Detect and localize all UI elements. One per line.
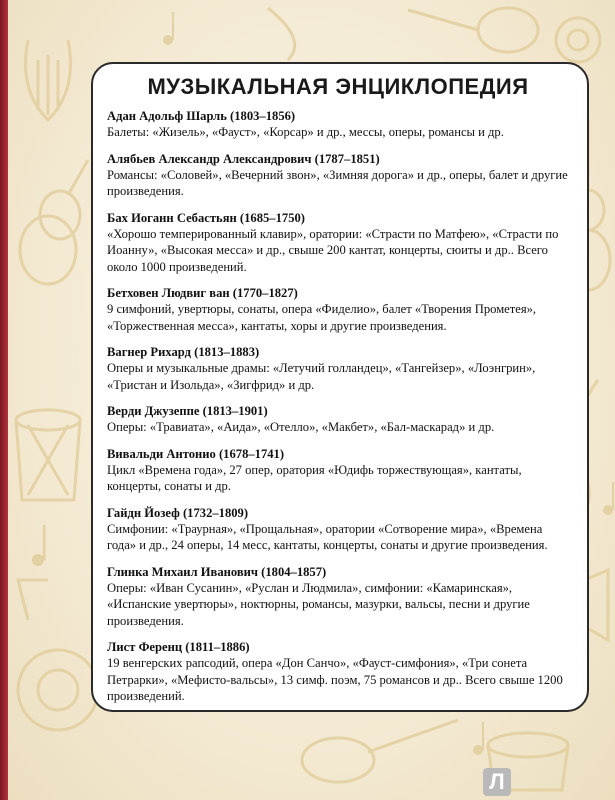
music-note-icon [473, 722, 484, 755]
entry-item [107, 564, 569, 630]
entry-item [107, 639, 569, 705]
music-note-icon [32, 525, 46, 566]
entry-list [107, 108, 569, 705]
entry-heading: Вивальди Антонио (1678–1741) [107, 446, 285, 461]
entry-text: «Хорошо темперированный клавир», оратории: «Страсти по Матфею», «Страсти по Иоанну», «Высокая месса» и др., свыше 200 кантат, концерты, сюиты и др.. Всего около 1000 произведений. [107, 226, 559, 274]
horn-icon [556, 18, 600, 62]
entry-text: Романсы: «Соловей», «Вечерний звон», «Зимняя дорога» и др., оперы, балет и другие произведения. [107, 167, 568, 198]
entry-item [107, 344, 569, 393]
entry-text: Балеты: «Жизель», «Фауст», «Корсар» и др., мессы, оперы, романсы и др. [107, 125, 504, 139]
drum-icon [16, 410, 80, 500]
entry-heading: Лист Ференц (1811–1886) [107, 640, 250, 654]
guitar-icon [408, 8, 538, 52]
entry-item [107, 403, 569, 436]
book-spine-edge [0, 0, 8, 800]
entry-text: Цикл «Времена года», 27 опер, оратория «Юдифь торжествующая», кантаты, концерты, сонаты и др. [107, 462, 522, 493]
entry-heading: Алябьев Александр Александрович (1787–1851) [107, 151, 380, 166]
entry-text: Симфонии: «Траурная», «Прощальная», оратории «Сотворение мира», «Времена года» и др., 24 оперы, 14 месс, кантаты, концерты, сонаты и другие произведения. [107, 521, 548, 552]
page-title: МУЗЫКАЛЬНАЯ ЭНЦИКЛОПЕДИЯ [147, 74, 529, 99]
guitar-icon [302, 720, 458, 782]
entry-text: Оперы и музыкальные драмы: «Летучий голландец», «Тангейзер», «Лоэнгрин», «Тристан и Изольда», «Зигфрид» и др. [107, 361, 536, 392]
entry-text: 19 венгерских рапсодий, опера «Дон Санчо», «Фауст-симфония», «Три сонета Петрарки», «Мефисто-вальсы», 13 симф. поэм, 75 романсов и др.. Всего свыше 1200 произведений. [107, 656, 563, 703]
entry-heading: Глинка Михаил Иванович (1804–1857) [107, 564, 327, 579]
encyclopedia-card [91, 62, 589, 712]
guitar-icon [20, 160, 88, 284]
entry-text: Оперы: «Иван Сусанин», «Руслан и Людмила», симфонии: «Камаринская», «Испанские увертюры», ноктюрны, романсы, мазурки, вальсы, песни и другие произведения. [107, 580, 530, 628]
entry-heading: Бах Иоганн Себастьян (1685–1750) [107, 210, 305, 225]
entry-heading: Вагнер Рихард (1813–1883) [107, 345, 260, 359]
saxophone-icon [268, 8, 295, 60]
entry-item [107, 285, 569, 334]
music-note-icon [603, 482, 614, 515]
music-note-icon [163, 12, 174, 45]
entry-heading: Верди Джузеппе (1813–1901) [107, 404, 268, 418]
entry-item [107, 108, 569, 141]
entry-text: 9 симфоний, увертюры, сонаты, опера «Фиделио», балет «Творения Прометея», «Торжественная месса», кантаты, хоры и другие произведения. [107, 302, 537, 333]
tuba-icon [18, 580, 98, 730]
entry-heading: Бетховен Людвиг ван (1770–1827) [107, 286, 298, 300]
entry-heading: Гайдн Йозеф (1732–1809) [107, 505, 249, 520]
entry-text: Оперы: «Травиата», «Аида», «Отелло», «Макбет», «Бал-маскарад» и др. [107, 420, 495, 434]
entry-item [107, 210, 569, 276]
entry-item [107, 505, 569, 554]
entry-item [107, 151, 569, 200]
entry-item [107, 446, 569, 495]
watermark-logo: Л [483, 768, 511, 796]
entry-heading: Адан Адольф Шарль (1803–1856) [107, 109, 296, 123]
lyre-icon [26, 40, 71, 120]
